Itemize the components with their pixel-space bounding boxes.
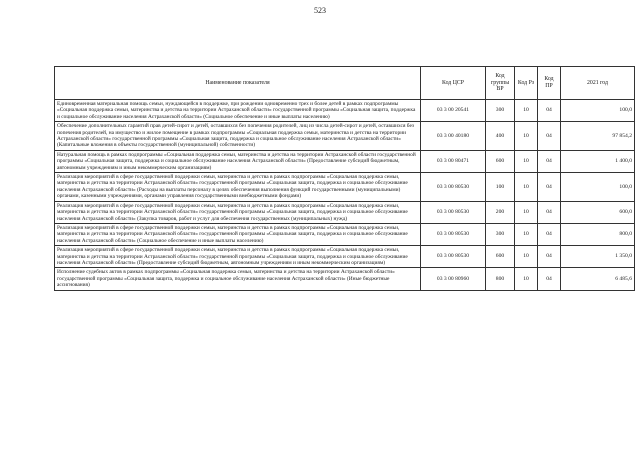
row-vr: 600 bbox=[486, 150, 515, 172]
row-code: 03 3 00 80530 bbox=[421, 223, 486, 245]
table-row bbox=[55, 223, 635, 245]
header-name: Наименование показателя bbox=[55, 67, 421, 100]
row-vr: 400 bbox=[486, 122, 515, 151]
row-pr: 04 bbox=[538, 150, 561, 172]
row-pr: 04 bbox=[538, 201, 561, 223]
row-rz: 10 bbox=[515, 246, 538, 268]
row-code: 03 3 00 80960 bbox=[421, 268, 486, 290]
row-rz: 10 bbox=[515, 150, 538, 172]
row-vr: 200 bbox=[486, 201, 515, 223]
table-row bbox=[55, 268, 635, 290]
table-row bbox=[55, 201, 635, 223]
row-vr: 600 bbox=[486, 246, 515, 268]
row-amount: 800,0 bbox=[561, 223, 635, 245]
row-amount: 600,0 bbox=[561, 201, 635, 223]
row-name: Натуральная помощь в рамках подпрограммы «Социальная поддержка семьи, материнства и детства на территории Астраханской области государственной программы «Социальная защита, поддержка и социальное обслуживание населения Астраханской области» (Предоставление субсидий бюджетным, автономным учреждениям и иным некоммерческим организациям) bbox=[55, 150, 421, 172]
row-code: 03 3 00 80530 bbox=[421, 173, 486, 202]
row-pr: 04 bbox=[538, 246, 561, 268]
row-name: Реализация мероприятий в сфере государственной поддержки семьи, материнства и детства в рамках подпрограммы «Социальная поддержка семьи, материнства и детства на территории Астраханской области» государственной программы «Социальная защита, поддержка и социальное обслуживание населения Астраханской области» (Расходы на выплаты персоналу в целях обеспечения выполнения функций государственными (муниципальными) органами, казенными учреждениями, органами управления государственными внебюджетными фондами) bbox=[55, 173, 421, 202]
row-name: Реализация мероприятий в сфере государственной поддержки семьи, материнства и детства в рамках подпрограммы «Социальная поддержка семьи, материнства и детства на территории Астраханской области» государственной программы «Социальная защита, поддержка и социальное обслуживание населения Астраханской области» (Социальное обеспечение и иные выплаты населению) bbox=[55, 223, 421, 245]
table-row bbox=[55, 122, 635, 151]
table-header-row bbox=[55, 67, 635, 100]
table-row bbox=[55, 100, 635, 122]
row-pr: 04 bbox=[538, 100, 561, 122]
budget-table bbox=[54, 66, 635, 291]
header-rz: Код Рз bbox=[515, 67, 538, 100]
header-code: Код ЦСР bbox=[421, 67, 486, 100]
row-code: 03 3 00 40180 bbox=[421, 122, 486, 151]
row-code: 03 3 00 20541 bbox=[421, 100, 486, 122]
page-number: 523 bbox=[314, 6, 326, 15]
row-rz: 10 bbox=[515, 223, 538, 245]
row-pr: 04 bbox=[538, 268, 561, 290]
header-year: 2021 год bbox=[561, 67, 635, 100]
row-rz: 10 bbox=[515, 122, 538, 151]
header-pr: Код ПР bbox=[538, 67, 561, 100]
row-amount: 97 854,2 bbox=[561, 122, 635, 151]
row-vr: 300 bbox=[486, 100, 515, 122]
row-pr: 04 bbox=[538, 122, 561, 151]
row-vr: 800 bbox=[486, 268, 515, 290]
table-row bbox=[55, 150, 635, 172]
row-pr: 04 bbox=[538, 173, 561, 202]
table-row bbox=[55, 246, 635, 268]
row-amount: 1 400,0 bbox=[561, 150, 635, 172]
row-vr: 100 bbox=[486, 173, 515, 202]
row-code: 03 3 00 80471 bbox=[421, 150, 486, 172]
row-amount: 1 350,0 bbox=[561, 246, 635, 268]
row-vr: 300 bbox=[486, 223, 515, 245]
row-rz: 10 bbox=[515, 201, 538, 223]
row-name: Реализация мероприятий в сфере государственной поддержки семьи, материнства и детства в рамках подпрограммы «Социальная поддержка семьи, материнства и детства на территории Астраханской области» государственной программы «Социальная защита, поддержка и социальное обслуживание населения Астраханской области» (Закупка товаров, работ и услуг для обеспечения государственных (муниципальных) нужд) bbox=[55, 201, 421, 223]
row-rz: 10 bbox=[515, 268, 538, 290]
row-name: Единовременная материальная помощь семьи, нуждающейся в поддержке, при рождении одновременно трех и более детей в рамках подпрограммы «Социальная поддержка семьи, материнства и детства на территории Астраханской области» государственной программы «Социальная защита, поддержка и социальное обслуживание населения Астраханской области» (Социальное обеспечение и иные выплаты населению) bbox=[55, 100, 421, 122]
row-amount: 6 485,6 bbox=[561, 268, 635, 290]
row-rz: 10 bbox=[515, 100, 538, 122]
row-amount: 100,0 bbox=[561, 100, 635, 122]
row-pr: 04 bbox=[538, 223, 561, 245]
table-row bbox=[55, 173, 635, 202]
header-vr: Код группы ВР bbox=[486, 67, 515, 100]
row-name: Реализация мероприятий в сфере государственной поддержки семьи, материнства и детства в рамках подпрограммы «Социальная поддержка семьи, материнства и детства на территории Астраханской области» государственной программы «Социальная защита, поддержка и социальное обслуживание населения Астраханской области» (Предоставление субсидий бюджетным, автономным учреждениям и иным некоммерческим организациям) bbox=[55, 246, 421, 268]
row-rz: 10 bbox=[515, 173, 538, 202]
row-code: 03 3 00 80530 bbox=[421, 201, 486, 223]
row-name: Исполнение судебных актов в рамках подпрограммы «Социальная поддержка семьи, материнства и детства на территории Астраханской области» государственной программы «Социальная защита, поддержка и социальное обслуживание населения Астраханской области» (Иные бюджетные ассигнования) bbox=[55, 268, 421, 290]
row-amount: 100,0 bbox=[561, 173, 635, 202]
row-code: 03 3 00 80530 bbox=[421, 246, 486, 268]
row-name: Обеспечение дополнительных гарантий прав детей-сирот и детей, оставшихся без попечения родителей, лиц из числа детей-сирот и детей, оставшихся без попечения родителей, на имущество и жилое помещение в рамках подпрограммы «Социальная поддержка семьи, материнства и детства на территории Астраханской области» государственной программы «Социальная защита, поддержка и социальное обслуживание населения Астраханской области» (Капитальные вложения в объекты государственной (муниципальной) собственности) bbox=[55, 122, 421, 151]
